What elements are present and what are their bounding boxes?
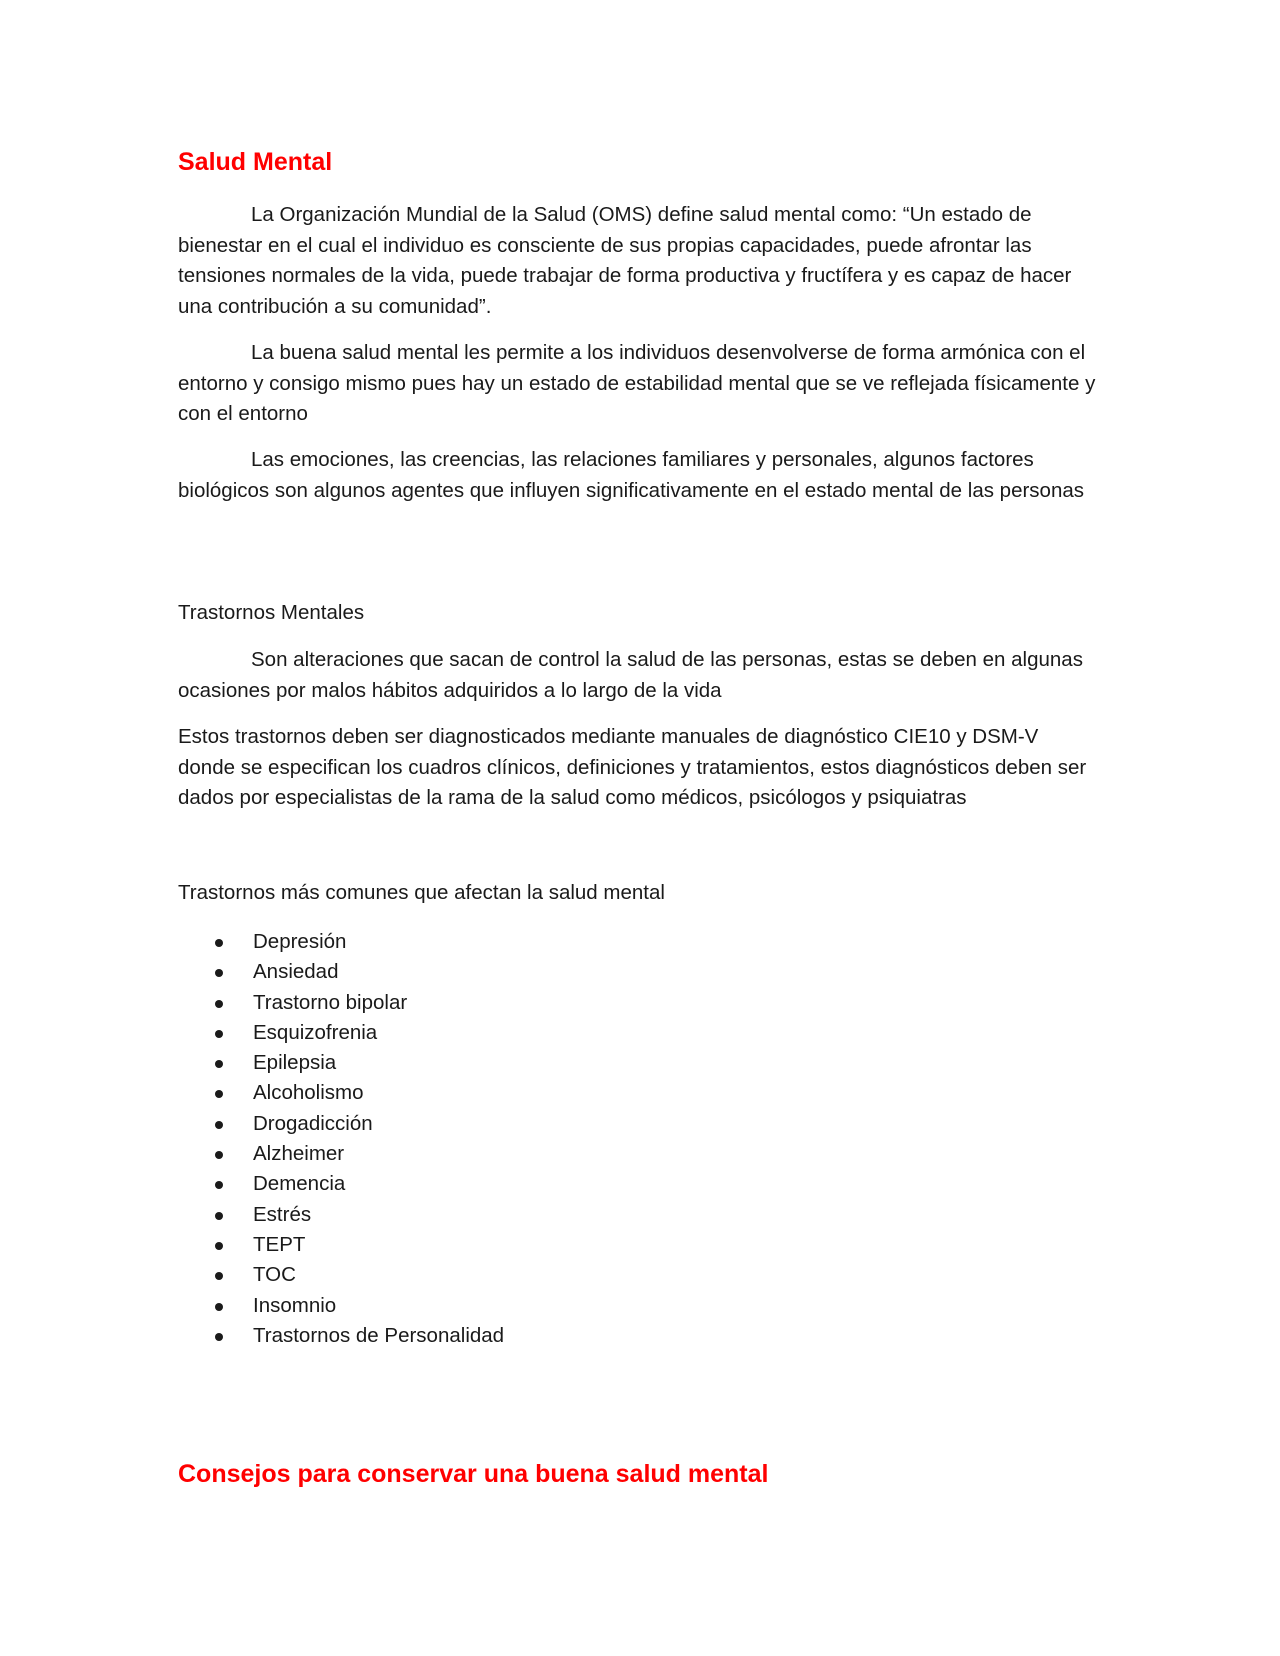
list-item-label: Insomnio — [253, 1293, 337, 1317]
section-title-common-disorders: Trastornos más comunes que afectan la salud mental — [178, 881, 665, 904]
list-item-label: Depresión — [253, 930, 347, 953]
list-item — [178, 1078, 504, 1108]
list-item — [178, 1109, 504, 1139]
list-item — [178, 988, 504, 1018]
bullet-icon — [215, 1333, 223, 1341]
paragraph-good-mental-health: La buena salud mental les permite a los individuos desenvolverse de forma armónica con el entorno y consigo mismo pues hay un estado de estabilidad mental que se ve reflejada físicamente y con el entorno — [178, 341, 1096, 425]
list-item — [178, 1018, 504, 1048]
list-item-label: Estrés — [253, 1202, 312, 1226]
bullet-icon — [215, 1272, 223, 1280]
bullet-icon — [215, 969, 223, 977]
bullet-icon — [215, 1090, 223, 1098]
list-item-label: Esquizofrenia — [253, 1020, 378, 1044]
bullet-icon — [215, 1303, 223, 1311]
list-item — [178, 1200, 504, 1230]
bullet-icon — [215, 1060, 223, 1068]
list-item-label: Drogadicción — [253, 1111, 373, 1135]
list-item-label: TOC — [253, 1263, 296, 1287]
page-title: Salud Mental — [178, 148, 333, 176]
list-item — [178, 1291, 504, 1321]
list-item — [178, 1321, 504, 1351]
bullet-icon — [215, 1242, 223, 1250]
list-item-label: Trastorno bipolar — [253, 990, 408, 1014]
list-item — [178, 1260, 504, 1290]
list-item-label: Trastornos de Personalidad — [253, 1323, 505, 1347]
bullet-icon — [215, 1181, 223, 1189]
list-item — [178, 1048, 504, 1078]
list-item-label: Epilepsia — [253, 1051, 337, 1075]
list-item-label: Alcoholismo — [253, 1081, 364, 1105]
list-item — [178, 1139, 504, 1169]
list-item-label: Demencia — [253, 1172, 346, 1196]
bullet-icon — [215, 1000, 223, 1008]
bullet-icon — [215, 1030, 223, 1038]
paragraph-oms-definition: La Organización Mundial de la Salud (OMS) define salud mental como: “Un estado de bienestar en el cual el individuo es consciente de sus propias capacidades, puede afrontar las tensiones normales de la vida, puede trabajar de forma productiva y fructífera y es capaz de hacer una contribución a su comunidad”. — [178, 203, 1072, 318]
list-item — [178, 927, 504, 957]
paragraph-influencing-factors: Las emociones, las creencias, las relaciones familiares y personales, algunos factores biológicos son algunos agentes que influyen significativamente en el estado mental de las personas — [178, 448, 1085, 502]
paragraph-trastornos-definition: Son alteraciones que sacan de control la salud de las personas, estas se deben en algunas ocasiones por malos hábitos adquiridos a lo largo de la vida — [178, 648, 1083, 702]
list-item — [178, 1230, 504, 1260]
list-item — [178, 957, 504, 987]
paragraph-trastornos-diagnosis: Estos trastornos deben ser diagnosticados mediante manuales de diagnóstico CIE10 y DSM-V donde se especifican los cuadros clínicos, definiciones y tratamientos, estos diagnósticos deben ser dados por especialistas de la rama de la salud como médicos, psicólogos y psiquiatras — [178, 725, 1087, 809]
common-disorders-list — [178, 927, 504, 1351]
list-item-label: Ansiedad — [253, 960, 339, 984]
bullet-icon — [215, 939, 223, 947]
bullet-icon — [215, 1151, 223, 1159]
bullet-icon — [215, 1121, 223, 1129]
section-heading-advice: Consejos para conservar una buena salud mental — [178, 1460, 769, 1488]
bullet-icon — [215, 1212, 223, 1220]
section-title-trastornos: Trastornos Mentales — [178, 601, 365, 624]
list-item — [178, 1169, 504, 1199]
list-item-label: Alzheimer — [253, 1142, 345, 1166]
list-item-label: TEPT — [253, 1232, 306, 1256]
